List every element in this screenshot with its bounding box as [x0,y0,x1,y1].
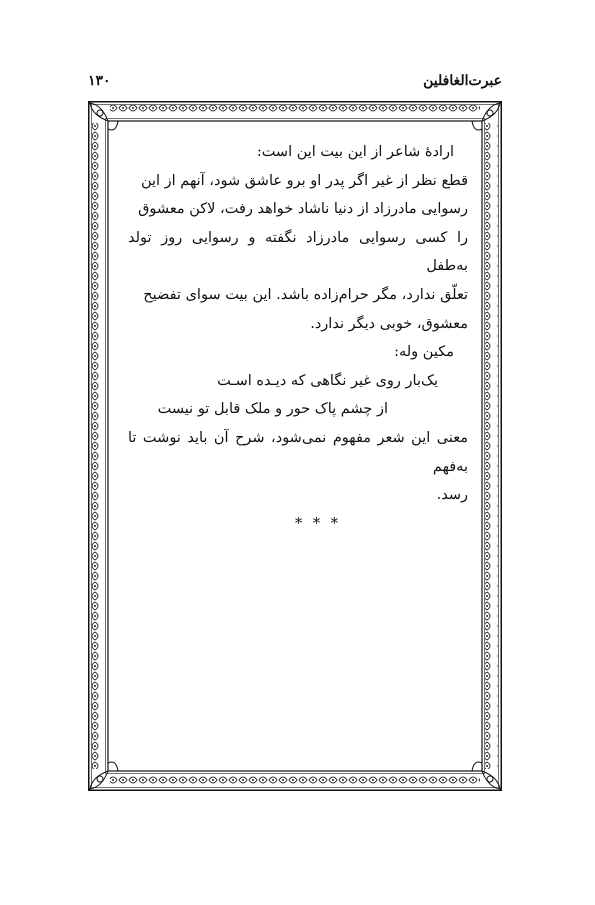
text-line: رسوایی مادرزاد از دنیا ناشاد خواهد رفت، لاکن معشوق [138,201,468,218]
text-line: ارادهٔ شاعر از این بیت این است: [256,144,454,160]
book-title: عبرت‌الغافلین [423,73,502,89]
text-line: رسد. [436,487,468,504]
text-line: مکین وله: [394,344,454,361]
section-separator: * * * [295,515,341,532]
verse-line: یک‌بار روی غیر نگاهی که دیـده اسـت [217,372,438,389]
text-line: قطع نظر از غیر اگر پدر او برو عاشق شود، آنهم از این [140,172,468,189]
running-header [88,73,502,95]
text-line: تعلّق ندارد، مگر حرام‌زاده باشد. این بیت سوای تفضیح [143,286,468,303]
page-number: ۱۳۰ [88,73,111,89]
main-text [128,138,468,538]
text-line: را کسی رسوایی مادرزاد نگفته و رسوایی روز تولد به‌طفل [128,229,468,275]
text-line: معشوق، خوبی دیگر ندارد. [310,315,468,332]
text-line: معنی این شعر مفهوم نمی‌شود، شرح آن باید نوشت تا به‌فهم [128,429,468,475]
verse-line: از چشم پاک حور و ملک قابل تو نیست [157,401,388,418]
